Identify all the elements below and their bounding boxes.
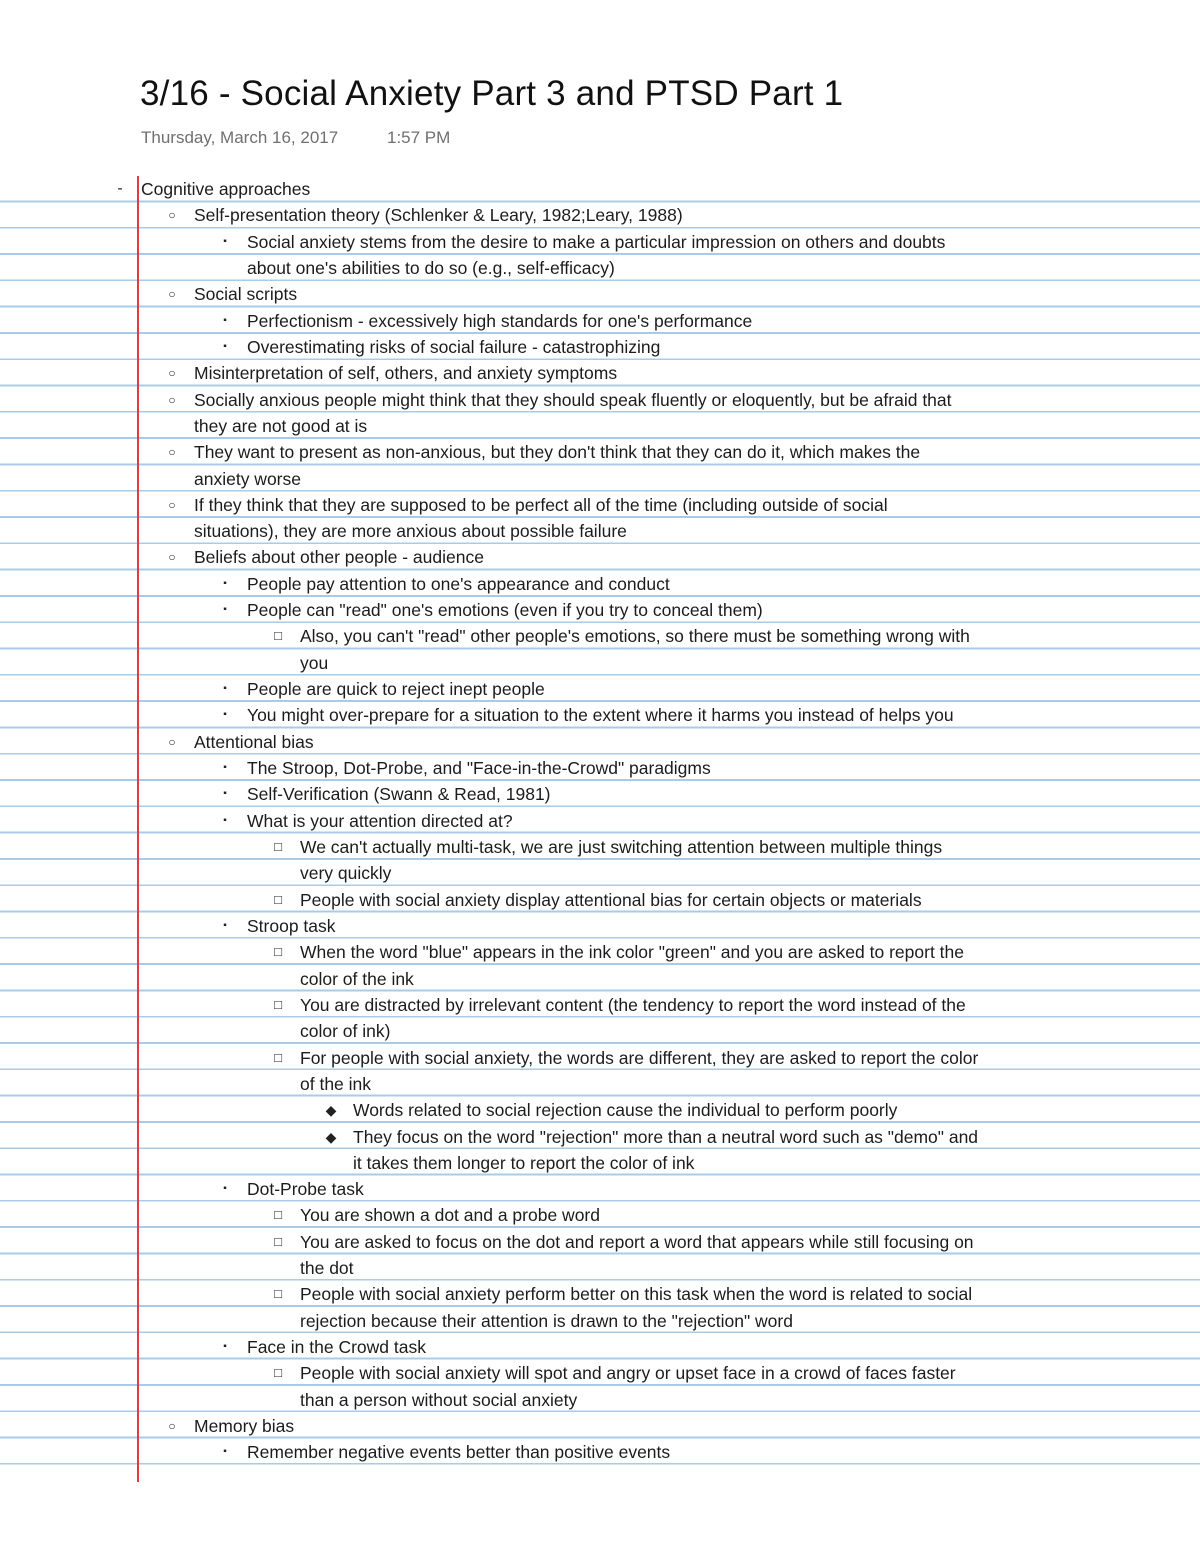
outline-line[interactable]: the dot — [300, 1258, 354, 1279]
outline-line[interactable]: color of the ink — [300, 968, 414, 989]
circle-bullet-icon: ○ — [168, 287, 176, 302]
outline-line[interactable]: Self-presentation theory (Schlenker & Leary, 1982;Leary, 1988) — [194, 205, 683, 226]
square-bullet-icon: ▪ — [223, 788, 227, 800]
note-time: 1:57 PM — [387, 128, 451, 147]
square-bullet-icon: ▪ — [223, 919, 227, 931]
hollow-square-bullet-icon: □ — [274, 839, 282, 854]
outline-line[interactable]: Also, you can't "read" other people's emotions, so there must be something wrong with — [300, 626, 970, 647]
hollow-square-bullet-icon: □ — [274, 1286, 282, 1302]
circle-bullet-icon: ○ — [168, 550, 176, 565]
circle-bullet-icon: ○ — [168, 366, 176, 381]
outline-line[interactable]: Remember negative events better than positive events — [247, 1442, 671, 1463]
outline-line[interactable]: it takes them longer to report the color of ink — [353, 1152, 695, 1173]
outline-line[interactable]: Attentional bias — [194, 731, 314, 752]
outline-line[interactable]: Beliefs about other people - audience — [194, 547, 484, 568]
hollow-square-bullet-icon: □ — [274, 891, 282, 907]
circle-bullet-icon: ○ — [168, 734, 176, 749]
circle-bullet-icon: ○ — [168, 1419, 176, 1434]
outline-line[interactable]: Perfectionism - excessively high standards for one's performance — [247, 310, 753, 331]
circle-bullet-icon: ○ — [168, 392, 176, 407]
circle-bullet-icon: ○ — [168, 208, 176, 223]
square-bullet-icon: ▪ — [223, 1183, 227, 1195]
outline-line[interactable]: Stroop task — [247, 915, 336, 936]
outline-line[interactable]: rejection because their attention is drawn to the "rejection" word — [300, 1310, 793, 1331]
outline-line[interactable]: Memory bias — [194, 1416, 295, 1437]
outline-line[interactable]: about one's abilities to do so (e.g., self-efficacy) — [247, 257, 615, 278]
outline-line[interactable]: People can "read" one's emotions (even if you try to conceal them) — [247, 600, 763, 621]
outline-line[interactable]: We can't actually multi-task, we are just switching attention between multiple things — [300, 837, 943, 857]
square-bullet-icon: ▪ — [223, 314, 227, 326]
outline-line[interactable]: Face in the Crowd task — [247, 1337, 426, 1358]
square-bullet-icon: ▪ — [223, 709, 227, 721]
outline-line[interactable]: When the word "blue" appears in the ink color "green" and you are asked to report the — [300, 942, 964, 963]
outline-line[interactable]: Overestimating risks of social failure - catastrophizing — [247, 336, 661, 357]
outline-line[interactable]: you — [300, 652, 329, 673]
hollow-square-bullet-icon: □ — [274, 996, 282, 1012]
hollow-square-bullet-icon: □ — [274, 1207, 282, 1223]
outline-line[interactable]: Socially anxious people might think that they should speak fluently or eloquently, but be afraid that — [194, 389, 952, 410]
square-bullet-icon: ▪ — [223, 340, 227, 352]
outline-line[interactable]: they are not good at is — [194, 415, 368, 436]
square-bullet-icon: ▪ — [223, 577, 227, 589]
outline-line[interactable]: You are distracted by irrelevant content (the tendency to report the word instead of the — [300, 994, 966, 1015]
square-bullet-icon: ▪ — [223, 1446, 227, 1458]
margin-line — [137, 70, 139, 1482]
outline-line[interactable]: Misinterpretation of self, others, and anxiety symptoms — [194, 363, 618, 384]
outline-line[interactable]: very quickly — [300, 863, 392, 884]
outline-line[interactable]: of the ink — [300, 1073, 372, 1094]
hollow-square-bullet-icon: □ — [274, 1365, 282, 1381]
outline-line[interactable]: For people with social anxiety, the words are different, they are asked to report the color — [300, 1047, 979, 1068]
outline-line[interactable]: Dot-Probe task — [247, 1179, 364, 1200]
hollow-square-bullet-icon: □ — [274, 944, 282, 960]
outline-line[interactable]: People are quick to reject inept people — [247, 679, 545, 700]
outline-line[interactable]: color of ink) — [300, 1021, 391, 1042]
outline-line[interactable]: They focus on the word "rejection" more than a neutral word such as "demo" and — [353, 1126, 979, 1147]
diamond-bullet-icon: ◆ — [325, 1102, 337, 1119]
outline-line[interactable]: You are shown a dot and a probe word — [300, 1205, 600, 1226]
outline-line[interactable]: The Stroop, Dot-Probe, and "Face-in-the-Crowd" paradigms — [247, 758, 711, 779]
outline-line[interactable]: People with social anxiety display attentional bias for certain objects or materials — [300, 889, 922, 910]
outline-line[interactable]: You are asked to focus on the dot and report a word that appears while still focusing on — [300, 1231, 974, 1252]
outline-line[interactable]: anxiety worse — [194, 468, 301, 489]
outline-line[interactable]: What is your attention directed at? — [247, 810, 513, 831]
hollow-square-bullet-icon: □ — [274, 1049, 282, 1065]
outline-line[interactable]: Self-Verification (Swann & Read, 1981) — [247, 784, 551, 805]
outline-line[interactable]: situations), they are more anxious about possible failure — [194, 521, 627, 542]
outline-line[interactable]: People with social anxiety will spot and angry or upset face in a crowd of faces faster — [300, 1363, 956, 1384]
circle-bullet-icon: ○ — [168, 497, 176, 512]
hollow-square-bullet-icon: □ — [274, 628, 282, 644]
outline-line[interactable]: If they think that they are supposed to be perfect all of the time (including outside of social — [194, 494, 888, 515]
outline-line[interactable]: You might over-prepare for a situation to the extent where it harms you instead of helps you — [247, 705, 954, 726]
outline-line[interactable]: Words related to social rejection cause the individual to perform poorly — [353, 1100, 898, 1121]
square-bullet-icon: ▪ — [223, 235, 227, 247]
note-date: Thursday, March 16, 2017 — [141, 128, 339, 147]
dash-bullet-icon: - — [117, 180, 123, 197]
outline-line[interactable]: Social anxiety stems from the desire to make a particular impression on others and doubts — [247, 231, 946, 252]
outline-line[interactable]: People pay attention to one's appearance and conduct — [247, 573, 670, 594]
square-bullet-icon: ▪ — [223, 814, 227, 826]
page-title[interactable]: 3/16 - Social Anxiety Part 3 and PTSD Part 1 — [140, 74, 844, 113]
outline-line[interactable]: Social scripts — [194, 284, 298, 305]
diamond-bullet-icon: ◆ — [325, 1128, 337, 1145]
outline-line[interactable]: They want to present as non-anxious, but they don't think that they can do it, which makes the — [194, 442, 921, 463]
square-bullet-icon: ▪ — [223, 1341, 227, 1353]
outline-line[interactable]: Cognitive approaches — [141, 179, 311, 199]
outline-line[interactable]: than a person without social anxiety — [300, 1389, 578, 1410]
square-bullet-icon: ▪ — [223, 762, 227, 774]
outline-line[interactable]: People with social anxiety perform better on this task when the word is related to social — [300, 1284, 973, 1305]
circle-bullet-icon: ○ — [168, 445, 176, 460]
hollow-square-bullet-icon: □ — [274, 1233, 282, 1249]
square-bullet-icon: ▪ — [223, 604, 227, 616]
square-bullet-icon: ▪ — [223, 683, 227, 695]
